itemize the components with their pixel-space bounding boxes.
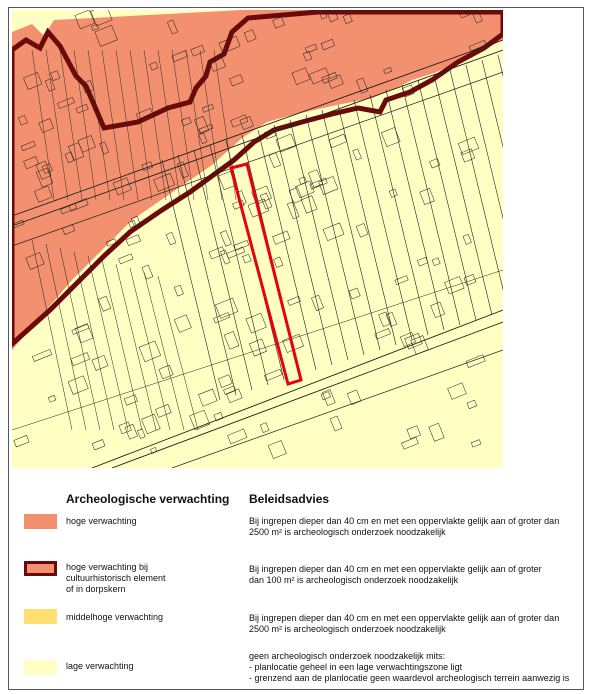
legend-swatch-high-dorpskern xyxy=(24,561,57,576)
legend-label-high: hoge verwachting xyxy=(66,516,137,526)
legend-advice-medium: Bij ingrepen dieper dan 40 cm en met een oppervlakte gelijk aan of groter dan 2500 m² is archeologisch onderzoek noodzakelijk xyxy=(249,613,560,634)
legend-title-expectation: Archeologische verwachting xyxy=(66,492,230,506)
legend-swatch-low xyxy=(24,660,57,675)
legend-advice-high: Bij ingrepen dieper dan 40 cm en met een oppervlakte gelijk aan of groter dan 2500 m² is archeologisch onderzoek noodzakelijk xyxy=(249,516,560,537)
legend-swatch-medium xyxy=(24,609,57,624)
archaeology-map xyxy=(12,10,503,468)
legend-label-high-dorpskern: hoge verwachting bij cultuurhistorisch element of in dorpskern xyxy=(66,562,166,594)
legend-swatch-high xyxy=(24,514,57,529)
legend-advice-low: geen archeologisch onderzoek noodzakelijk mits: - planlocatie geheel in een lage verwachtingszone ligt - grenzend aan de planlocatie geen waardevol archeologisch terrein aanwezig is xyxy=(249,651,570,683)
legend-label-medium: middelhoge verwachting xyxy=(66,612,164,622)
legend-title-advice: Beleidsadvies xyxy=(249,492,330,506)
legend-advice-high-dorpskern: Bij ingrepen dieper dan 40 cm en met een oppervlakte gelijk aan of groter dan 100 m² is archeologisch onderzoek noodzakelijk xyxy=(249,564,542,585)
legend-label-low: lage verwachting xyxy=(66,661,134,671)
